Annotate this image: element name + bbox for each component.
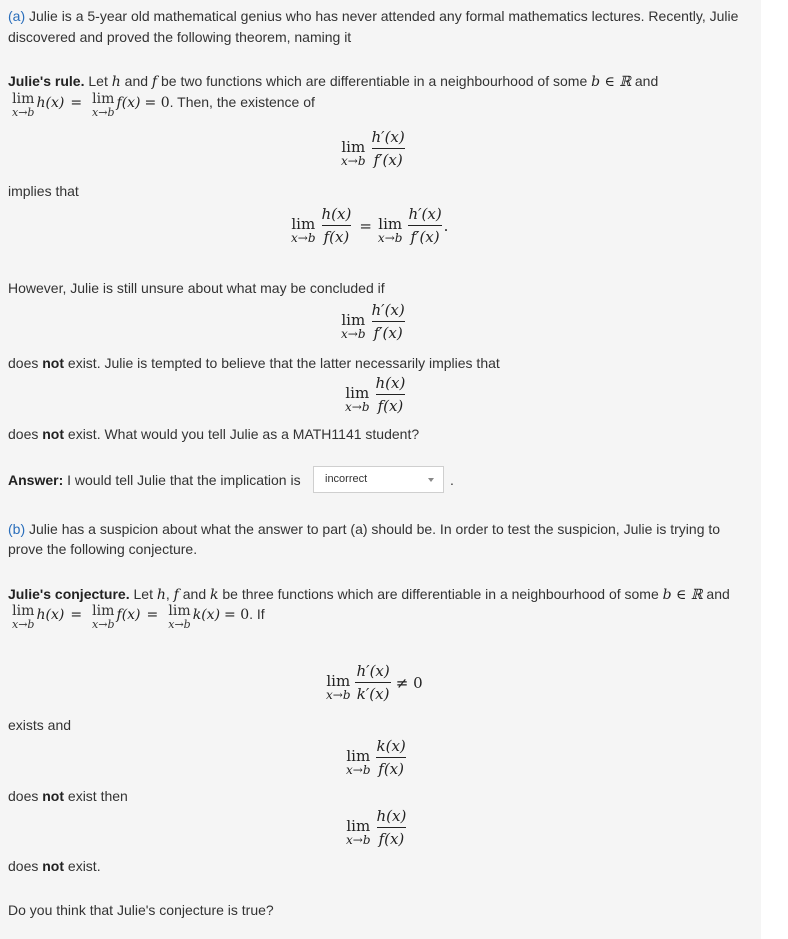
tempted-text: does not exist. Julie is tempted to believe that the latter necessarily implies that [8, 355, 500, 371]
limit-hprime-over-kprime: lim x→b $\frac{h'(x)}{k'(x)}$ ≠ 0 [326, 662, 423, 703]
answer-period: . [450, 472, 454, 488]
exists-and-text: exists and [8, 717, 72, 733]
inline-limit: lim x→b [12, 603, 35, 631]
implies-that-text: implies that [8, 183, 79, 199]
part-a-label: (a) [8, 8, 26, 24]
answer-select-value: incorrect [325, 473, 368, 485]
part-a-intro-line-2: discovered and proved the following theorem, naming it [8, 29, 352, 45]
limit-h-over-f-2: lim x→b $\frac{h(x)}{f(x)}$ [346, 807, 407, 848]
limit-hprime-over-fprime-2: lim x→b $\frac{h'(x)}{f'(x)}$ [341, 301, 405, 342]
however-text: However, Julie is still unsure about what may be concluded if [8, 280, 385, 296]
chevron-down-icon [428, 478, 434, 482]
julies-rule-title: Julie's rule. [8, 73, 85, 89]
limit-k-over-f: lim x→b $\frac{k(x)}{f(x)}$ [346, 737, 406, 778]
limit-h-over-f-1: lim x→b $\frac{h(x)}{f(x)}$ [345, 374, 406, 415]
julies-rule-line: Julie's rule. Let h and f be two functions which are differentiable in a neighbourhood of some b ∈ ℝ and [8, 73, 659, 90]
does-not-exist-then-text: does not exist then [8, 788, 128, 804]
inline-limit: lim x→b [12, 91, 35, 119]
inline-limit: lim x→b [92, 91, 115, 119]
inline-limit: lim x→b [168, 603, 191, 631]
answer-line: Answer: I would tell Julie that the implication is [8, 472, 301, 488]
part-a-intro-line-1: (a) Julie is a 5-year old mathematical genius who has never attended any formal mathematics lectures. Recently, Julie [8, 8, 739, 24]
conjecture-limits-line: lim x→b h(x) = lim x→b f(x) = lim x→b k(x) = 0. If [12, 603, 265, 631]
lhopital-equality: lim x→b $\frac{h(x)}{f(x)}$ = lim x→b $\frac{h'(x)}{f'(x)}$ . [291, 205, 449, 246]
part-b-intro-line-2: prove the following conjecture. [8, 541, 198, 557]
rule-limits-line: lim x→b h(x) = lim x→b f(x) = 0. Then, the existence of [12, 91, 315, 119]
does-not-exist-text: does not exist. [8, 858, 101, 874]
question-text: does not exist. What would you tell Julie as a MATH1141 student? [8, 426, 420, 442]
final-question: Do you think that Julie's conjecture is true? [8, 902, 274, 918]
julies-conjecture-title: Julie's conjecture. [8, 586, 130, 602]
limit-hprime-over-fprime-1: lim x→b $\frac{h'(x)}{f'(x)}$ [341, 128, 405, 169]
answer-select[interactable] [313, 466, 444, 493]
answer-label: Answer: [8, 472, 64, 488]
julies-conjecture-line: Julie's conjecture. Let h, f and k be three functions which are differentiable in a neighbourhood of some b ∈ ℝ and [8, 586, 730, 603]
part-b-label: (b) [8, 521, 26, 537]
inline-limit: lim x→b [92, 603, 115, 631]
part-b-intro-line-1: (b) Julie has a suspicion about what the answer to part (a) should be. In order to test the suspicion, Julie is trying to [8, 521, 721, 537]
